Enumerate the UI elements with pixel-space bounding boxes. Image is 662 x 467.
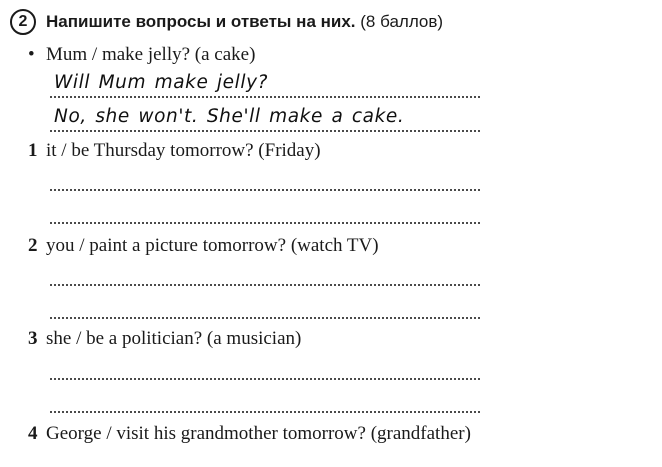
item-prompt: George / visit his grandmother tomorrow? (grandfather): [46, 423, 471, 444]
question-item-1: [28, 140, 321, 162]
item-prompt: you / paint a picture tomorrow? (watch TV): [46, 235, 379, 256]
answer-line: [50, 94, 480, 98]
answer-line-2b[interactable]: [50, 315, 480, 319]
task-number: 2: [18, 13, 28, 30]
answer-line: [50, 128, 480, 132]
example-prompt-text: Mum / make jelly? (a cake): [46, 44, 256, 65]
answer-line-3a[interactable]: [50, 376, 480, 380]
example-short-answer: No, she won't. She'll make a cake.: [54, 106, 405, 127]
item-number: 1: [28, 140, 38, 161]
item-number: 3: [28, 328, 38, 349]
example-bullet: •: [28, 44, 35, 65]
item-number: 2: [28, 235, 38, 256]
answer-line-3b[interactable]: [50, 409, 480, 413]
question-item-2: [28, 235, 379, 257]
answer-line-1a[interactable]: [50, 187, 480, 191]
example-prompt: [28, 44, 255, 66]
task-instruction: [46, 12, 443, 32]
item-prompt: she / be a politician? (a musician): [46, 328, 302, 349]
instruction-text: Напишите вопросы и ответы на них.: [46, 12, 356, 31]
question-item-4: [28, 423, 471, 445]
item-number: 4: [28, 423, 38, 444]
item-prompt: it / be Thursday tomorrow? (Friday): [46, 140, 321, 161]
answer-line-2a[interactable]: [50, 282, 480, 286]
task-number-badge: [10, 9, 36, 35]
task-header: [10, 7, 443, 37]
example-question-answer: Will Mum make jelly?: [54, 72, 269, 93]
question-item-3: [28, 328, 301, 350]
points-text: (8 баллов): [360, 12, 444, 31]
answer-line-1b[interactable]: [50, 220, 480, 224]
